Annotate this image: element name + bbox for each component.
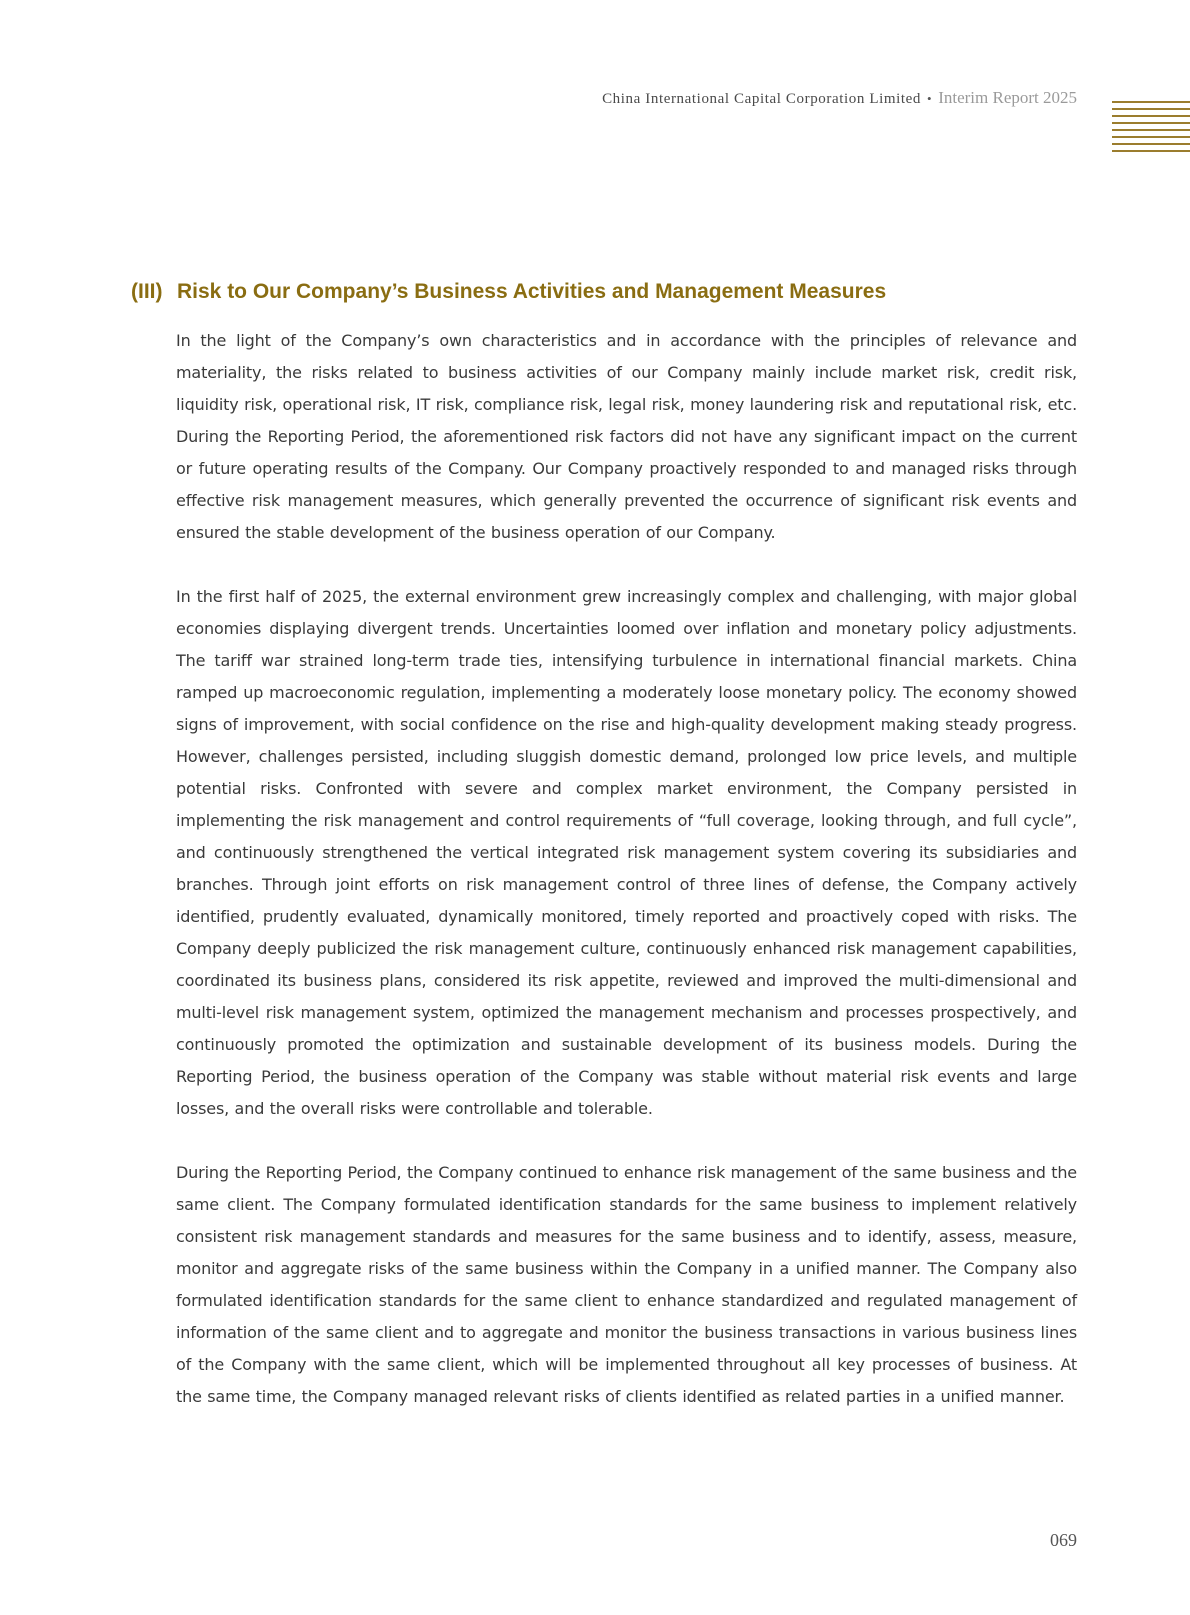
section-number: (III)	[131, 280, 163, 303]
paragraph-risk-overview: In the light of the Company’s own characteristics and in accordance with the principles of relevance and materiality, the risks related to business activities of our Company mainly include market risk, credit risk, liquidity risk, operational risk, IT risk, compliance risk, legal risk, money laundering risk and reputational risk, etc. During the Reporting Period, the aforementioned risk factors did not have any significant impact on the current or future operating results of the Company. Our Company proactively responded to and managed risks through effective risk management measures, which generally prevented the occurrence of significant risk events and ensured the stable development of the business operation of our Company.	[176, 331, 1077, 542]
company-name: China International Capital Corporation Limited	[602, 91, 922, 107]
page-number: 069	[1050, 1530, 1077, 1550]
running-header	[602, 88, 1077, 108]
paragraph-same-business-client: During the Reporting Period, the Company continued to enhance risk management of the same business and the same client. The Company formulated identification standards for the same business to implement relatively consistent risk management standards and measures for the same business and to identify, assess, measure, monitor and aggregate risks of the same business within the Company in a unified manner. The Company also formulated identification standards for the same client to enhance standardized and regulated management of information of the same client and to aggregate and monitor the business transactions in various business lines of the Company with the same client, which will be implemented throughout all key processes of business. At the same time, the Company managed relevant risks of clients identified as related parties in a unified manner.	[176, 1163, 1077, 1406]
paragraph-external-environment: In the first half of 2025, the external environment grew increasingly complex and challenging, with major global economies displaying divergent trends. Uncertainties loomed over inflation and monetary policy adjustments. The tariff war strained long-term trade ties, intensifying turbulence in international financial markets. China ramped up macroeconomic regulation, implementing a moderately loose monetary policy. The economy showed signs of improvement, with social confidence on the rise and high-quality development making steady progress. However, challenges persisted, including sluggish domestic demand, prolonged low price levels, and multiple potential risks. Confronted with severe and complex market environment, the Company persisted in implementing the risk management and control requirements of “full coverage, looking through, and full cycle”, and continuously strengthened the vertical integrated risk management system covering its subsidiaries and branches. Through joint efforts on risk management control of three lines of defense, the Company actively identified, prudently evaluated, dynamically monitored, timely reported and proactively coped with risks. The Company deeply publicized the risk management culture, continuously enhanced risk management capabilities, coordinated its business plans, considered its risk appetite, reviewed and improved the multi-dimensional and multi-level risk management system, optimized the management mechanism and processes prospectively, and continuously promoted the optimization and sustainable development of its business models. During the Reporting Period, the business operation of the Company was stable without material risk events and large losses, and the overall risks were controllable and tolerable.	[176, 587, 1077, 1118]
decorative-stripes-icon	[1112, 101, 1190, 157]
section-body	[176, 325, 1077, 1445]
bullet-separator: •	[927, 91, 933, 106]
section-heading	[131, 280, 886, 304]
report-title: Interim Report 2025	[938, 88, 1077, 107]
section-title: Risk to Our Company’s Business Activities and Management Measures	[177, 280, 887, 303]
